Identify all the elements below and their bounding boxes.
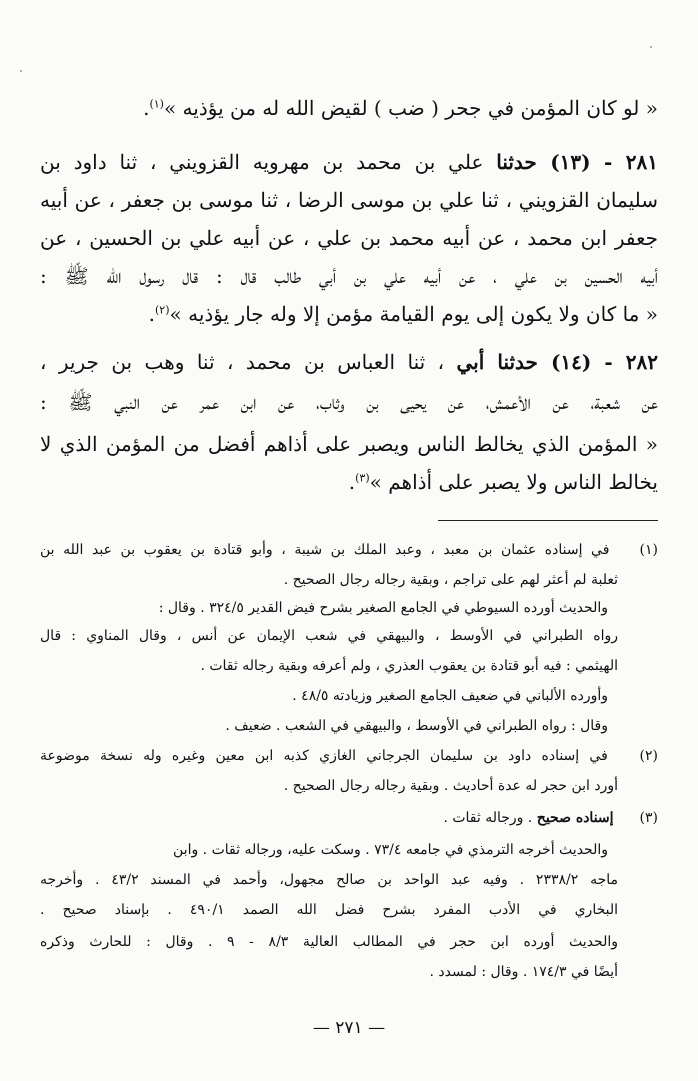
footnote-1-line-7: وقال : رواه الطبراني في الأوسط ، والبيهقي في الشعب . ضعيف . <box>225 718 608 734</box>
footnote-3-line-5: والحديث أورده ابن حجر في المطالب العالية ٨/٣ - ٩ . وقال : للحارث وذكره <box>40 934 618 950</box>
hadith-282-line-2: عن شعبة، عن الأعمش، عن يحيى بن وثاب، عن ابن عمر عن النبي ﷺ : <box>40 390 658 414</box>
footnote-1-line-6: وأورده الألباني في ضعيف الجامع الصغير وزيادته ٤٨/٥ . <box>292 688 608 704</box>
footnote-3-line-6: أيضًا في ١٧٤/٣ . وقال : لمسدد . <box>429 964 618 980</box>
hadith-281-line-4: أبيه الحسين بن علي ، عن أبيه علي بن أبي طالب قال : قال رسول الله ﷺ : <box>40 264 658 288</box>
footnote-3-line-3: ماجه ٢٣٣٨/٢ . وفيه عبد الواحد بن صالح مجهول، وأحمد في المسند ٤٣/٢ . وأخرجه <box>40 872 619 888</box>
footnote-1-line-4: رواه الطبراني في الأوسط ، والبيهقي في شعب الإيمان عن أنس ، وقال المناوي : قال <box>40 628 618 644</box>
page-number: — ٢٧١ — <box>312 1018 386 1038</box>
footnote-1-line-1: (١) في إسناده عثمان بن معبد ، وعبد الملك بن شيبة ، وأبو قتادة بن يعقوب بن عبد الله بن <box>40 542 659 558</box>
main-line-1: « لو كان المؤمن في جحر ( ضب ) لقيض الله له من يؤذيه »$^{(١)}$. <box>143 96 658 120</box>
footnote-3-line-1: (٣) إسناده صحيح . ورجاله ثقات . <box>443 810 658 826</box>
footnote-3-line-2: والحديث أخرجه الترمذي في جامعه ٧٣/٤ . وسكت عليه، ورجاله ثقات . وابن <box>173 842 608 858</box>
hadith-282-line-4: يخالط الناس ولا يصبر على أذاهم »$^{(٣)}$. <box>348 470 658 494</box>
footnote-2-line-2: أورد ابن حجر له عدة أحاديث . وبقية رجاله رجال الصحيح . <box>283 778 618 794</box>
footnote-separator <box>438 520 658 521</box>
hadith-281-line-2: سليمان القزويني ، ثنا علي بن موسى الرضا ، ثنا موسى بن جعفر ، عن أبيه <box>40 188 658 212</box>
hadith-281-line-5: « ما كان ولا يكون إلى يوم القيامة مؤمن إلا وله جار يؤذيه »$^{(٢)}$. <box>148 302 658 326</box>
footnote-1-line-3: والحديث أورده السيوطي في الجامع الصغير بشرح فيض القدير ٣٢٤/٥ . وقال : <box>158 600 608 616</box>
hadith-281-line-3: جعفر ابن محمد ، عن أبيه محمد بن علي ، عن أبيه علي بن الحسين ، عن <box>40 226 658 250</box>
footnote-1-line-5: الهيثمي : فيه أبو قتادة بن يعقوب العذري ، ولم أعرفه وبقية رجاله ثقات . <box>200 658 618 674</box>
hadith-282-line-1: ٢٨٢ - (١٤) حدثنا أبي ، ثنا العباس بن محمد ، ثنا وهب بن جرير ، <box>40 350 658 374</box>
scan-speck <box>650 46 652 48</box>
footnote-2-line-1: (٢) في إسناده داود بن سليمان الجرجاني الغازي كذبه ابن معين وغيره وله نسخة موضوعة <box>40 748 659 764</box>
scan-speck <box>20 70 22 72</box>
hadith-281-line-1: ٢٨١ - (١٣) حدثنا علي بن محمد بن مهرويه القزويني ، ثنا داود بن <box>40 150 658 174</box>
footnote-3-line-4: البخاري في الأدب المفرد بشرح فضل الله الصمد ٤٩٠/١ . بإسناد صحيح . <box>40 902 618 918</box>
footnote-1-line-2: ثعلبة لم أعثر لهم على تراجم ، وبقية رجاله رجال الصحيح . <box>283 572 618 588</box>
hadith-282-line-3: « المؤمن الذي يخالط الناس ويصبر على أذاهم أفضل من المؤمن الذي لا <box>40 432 658 456</box>
